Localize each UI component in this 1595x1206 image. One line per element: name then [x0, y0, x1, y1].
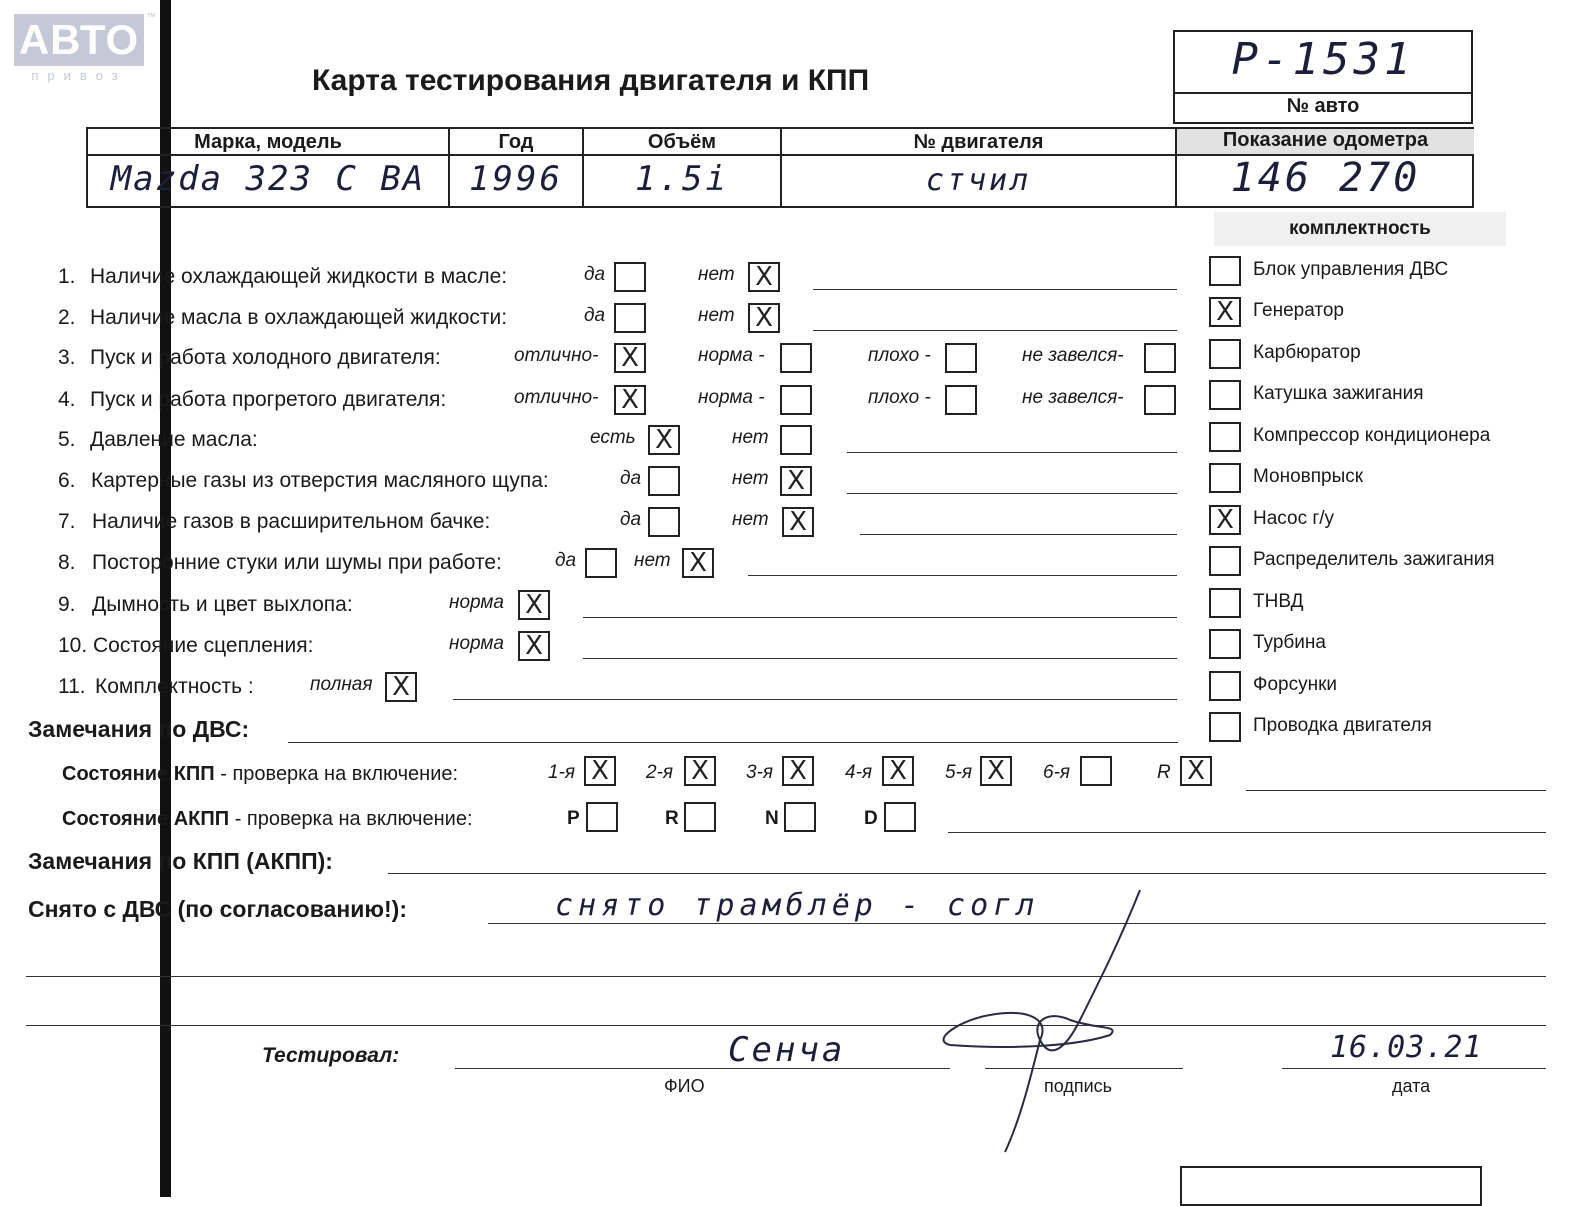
akpp-mode-checkbox[interactable] [684, 802, 716, 832]
option-label: отлично- [514, 387, 599, 408]
logo-sub: привоз [31, 68, 127, 83]
gear-label: 1-я [548, 762, 576, 783]
tester-name: Сенча [728, 1030, 846, 1070]
check-label: Посторонние стуки или шумы при работе: [92, 551, 502, 574]
remark-line [813, 289, 1177, 290]
option-label: плохо - [868, 387, 931, 408]
option-label: да [620, 509, 642, 530]
kpp-remarks-label: Замечания по КПП (АКПП): [28, 848, 333, 874]
date-line [1282, 1068, 1546, 1069]
gear-checkbox[interactable] [980, 756, 1012, 786]
check-number: 7. [58, 510, 76, 533]
option-checkbox[interactable] [518, 590, 550, 620]
option-checkbox[interactable] [748, 262, 780, 292]
check-mark: X [621, 385, 639, 415]
check-label: Картерные газы из отверстия масляного щупа: [91, 469, 549, 492]
gear-checkbox[interactable] [782, 756, 814, 786]
option-checkbox[interactable] [1144, 385, 1176, 415]
kpp-line [1246, 790, 1546, 791]
akpp-label-rest: - проверка на включение: [229, 808, 473, 830]
completeness-title-text: комплектность [1289, 218, 1431, 239]
check-label: Состояние сцепления: [93, 634, 314, 657]
gear-checkbox[interactable] [1180, 756, 1212, 786]
check-number: 9. [58, 593, 76, 616]
completeness-item-label: Насос г/у [1253, 508, 1335, 529]
check-mark: X [789, 507, 807, 537]
option-checkbox[interactable] [614, 262, 646, 292]
completeness-checkbox[interactable] [1209, 380, 1241, 410]
option-label: не завелся- [1022, 387, 1124, 408]
option-checkbox[interactable] [614, 385, 646, 415]
check-mark: X [755, 303, 773, 333]
remark-line [583, 617, 1177, 618]
option-label: норма - [698, 345, 765, 366]
value-engine-no: стчил [925, 163, 1032, 198]
gear-label: 6-я [1043, 762, 1071, 783]
completeness-title [1214, 212, 1506, 246]
blank-line-2 [26, 1025, 1546, 1026]
option-label: да [555, 550, 577, 571]
option-label: да [620, 468, 642, 489]
page-title: Карта тестирования двигателя и КПП [312, 64, 870, 97]
completeness-checkbox[interactable] [1209, 629, 1241, 659]
option-checkbox[interactable] [648, 466, 680, 496]
akpp-mode-label: P [567, 808, 580, 829]
option-checkbox[interactable] [648, 425, 680, 455]
akpp-mode-label: D [864, 808, 878, 829]
option-checkbox[interactable] [945, 343, 977, 373]
option-label: норма [449, 592, 504, 613]
option-checkbox[interactable] [585, 548, 617, 578]
option-checkbox[interactable] [1144, 343, 1176, 373]
remark-line [813, 330, 1177, 331]
check-mark: X [1216, 297, 1234, 327]
option-label: нет [732, 509, 769, 530]
completeness-item-label: ТНВД [1253, 591, 1304, 612]
gear-label: 2-я [646, 762, 674, 783]
kpp-label [62, 763, 458, 786]
check-label: Наличие газов в расширительном бачке: [92, 510, 491, 533]
option-checkbox[interactable] [780, 343, 812, 373]
col-header-engine-no: № двигателя [913, 131, 1044, 153]
signature-caption: подпись [1044, 1076, 1113, 1096]
signature-line [985, 1068, 1183, 1069]
completeness-checkbox[interactable] [1209, 339, 1241, 369]
completeness-checkbox[interactable] [1209, 256, 1241, 286]
akpp-label [62, 808, 473, 831]
completeness-item-label: Турбина [1253, 632, 1326, 653]
option-checkbox[interactable] [518, 631, 550, 661]
option-label: нет [698, 264, 735, 285]
gear-label: 5-я [945, 762, 973, 783]
option-label: не завелся- [1022, 345, 1124, 366]
check-number: 8. [58, 551, 76, 574]
engine-remarks-label: Замечания по ДВС: [28, 716, 250, 742]
col-header-year: Год [498, 131, 534, 153]
check-mark: X [691, 756, 709, 786]
value-odometer: 146 270 [1230, 155, 1421, 201]
logo [14, 12, 156, 84]
option-label: есть [590, 427, 636, 448]
completeness-item-label: Распределитель зажигания [1253, 549, 1495, 570]
engine-remarks-line [288, 742, 1178, 743]
check-mark: X [525, 631, 543, 661]
logo-main: АВТО [14, 14, 144, 66]
logo-tm: ™ [146, 12, 156, 23]
check-mark: X [755, 262, 773, 292]
check-mark: X [789, 756, 807, 786]
completeness-checkbox[interactable] [1209, 505, 1241, 535]
option-label: норма [449, 633, 504, 654]
check-mark: X [1216, 505, 1234, 535]
check-number: 10. [58, 634, 88, 657]
option-checkbox[interactable] [780, 425, 812, 455]
option-label: отлично- [514, 345, 599, 366]
col-header-odometer: Показание одометра [1222, 129, 1429, 151]
akpp-mode-checkbox[interactable] [884, 802, 916, 832]
option-checkbox[interactable] [780, 385, 812, 415]
completeness-item-label: Компрессор кондиционера [1253, 425, 1491, 446]
gear-checkbox[interactable] [584, 756, 616, 786]
col-header-volume: Объём [647, 131, 717, 153]
tester-label: Тестировал: [262, 1044, 400, 1067]
check-mark: X [392, 672, 410, 702]
blank-line-1 [26, 976, 1546, 977]
option-checkbox[interactable] [780, 466, 812, 496]
check-mark: X [787, 466, 805, 496]
option-label: нет [634, 550, 671, 571]
check-label: Дымность и цвет выхлопа: [92, 593, 353, 616]
value-model: Mazda 323 C BA [110, 159, 426, 199]
check-mark: X [889, 756, 907, 786]
gear-checkbox[interactable] [684, 756, 716, 786]
check-label: Наличие масла в охлаждающей жидкости: [90, 306, 508, 329]
check-mark: X [655, 425, 673, 455]
remark-line [847, 493, 1177, 494]
car-number-box [1173, 30, 1473, 124]
check-number: 3. [58, 346, 76, 369]
check-number: 6. [58, 469, 76, 492]
gear-label: R [1157, 762, 1171, 783]
akpp-mode-label: R [665, 808, 679, 829]
completeness-checkbox[interactable] [1209, 671, 1241, 701]
kpp-label-rest: - проверка на включение: [214, 763, 459, 785]
option-label: норма - [698, 387, 765, 408]
option-checkbox[interactable] [385, 672, 417, 702]
remark-line [748, 575, 1177, 576]
gear-label: 4-я [845, 762, 873, 783]
check-number: 1. [58, 265, 76, 288]
akpp-label-bold: Состояние АКПП [62, 808, 230, 830]
tester-name-line [455, 1068, 950, 1069]
check-number: 5. [58, 428, 76, 451]
check-number: 4. [58, 388, 76, 411]
date-caption: дата [1392, 1076, 1431, 1096]
check-label: Пуск и работа холодного двигателя: [90, 346, 441, 369]
tester-date: 16.03.21 [1330, 1030, 1483, 1065]
option-label: полная [310, 674, 373, 695]
remark-line [847, 452, 1177, 453]
option-label: да [584, 264, 606, 285]
akpp-mode-label: N [765, 808, 779, 829]
option-checkbox[interactable] [614, 343, 646, 373]
kpp-label-bold: Состояние КПП [62, 763, 215, 785]
completeness-item-label: Катушка зажигания [1253, 383, 1424, 404]
option-label: нет [698, 305, 735, 326]
col-header-model: Марка, модель [194, 131, 342, 153]
option-checkbox[interactable] [782, 507, 814, 537]
option-checkbox[interactable] [945, 385, 977, 415]
option-label: да [584, 305, 606, 326]
car-number-label: № авто [1286, 95, 1360, 117]
check-label: Наличие охлаждающей жидкости в масле: [90, 265, 508, 288]
completeness-item-label: Блок управления ДВС [1253, 259, 1449, 280]
completeness-checkbox[interactable] [1209, 297, 1241, 327]
akpp-mode-checkbox[interactable] [784, 802, 816, 832]
completeness-checkbox[interactable] [1209, 546, 1241, 576]
header-table [86, 127, 1474, 208]
option-checkbox[interactable] [614, 303, 646, 333]
removed-label: Снято с ДВС (по согласованию!): [28, 896, 407, 922]
gear-label: 3-я [746, 762, 774, 783]
check-mark: X [689, 548, 707, 578]
check-mark: X [1187, 756, 1205, 786]
bottom-box-edge [1180, 1166, 1482, 1206]
completeness-checkbox[interactable] [1209, 712, 1241, 742]
completeness-item-label: Проводка двигателя [1253, 715, 1432, 736]
option-label: нет [732, 468, 769, 489]
check-mark: X [621, 343, 639, 373]
check-label: Давление масла: [90, 428, 258, 451]
option-label: плохо - [868, 345, 931, 366]
completeness-checkbox[interactable] [1209, 588, 1241, 618]
check-mark: X [591, 756, 609, 786]
remark-line [860, 534, 1177, 535]
check-number: 2. [58, 306, 76, 329]
tester-name-caption: ФИО [664, 1076, 705, 1096]
value-volume: 1.5i [635, 159, 729, 199]
removed-value: снято трамблёр - согл [555, 888, 1040, 923]
gear-checkbox[interactable] [1080, 756, 1112, 786]
check-label: Пуск и работа прогретого двигателя: [90, 388, 447, 411]
remark-line [583, 658, 1177, 659]
completeness-item-label: Моновпрыск [1253, 466, 1364, 487]
check-mark: X [525, 590, 543, 620]
option-checkbox[interactable] [748, 303, 780, 333]
remark-line [453, 699, 1177, 700]
akpp-line [948, 832, 1546, 833]
signature [930, 880, 1170, 1160]
kpp-remarks-line [388, 873, 1546, 874]
check-mark: X [987, 756, 1005, 786]
value-year: 1996 [469, 159, 563, 199]
gear-checkbox[interactable] [882, 756, 914, 786]
completeness-item-label: Форсунки [1253, 674, 1337, 695]
check-number: 11. [58, 675, 86, 698]
completeness-item-label: Карбюратор [1253, 342, 1361, 363]
completeness-checkbox[interactable] [1209, 463, 1241, 493]
car-number-value: Р-1531 [1231, 34, 1415, 85]
completeness-item-label: Генератор [1253, 300, 1344, 321]
option-checkbox[interactable] [682, 548, 714, 578]
akpp-mode-checkbox[interactable] [586, 802, 618, 832]
option-label: нет [732, 427, 769, 448]
option-checkbox[interactable] [648, 507, 680, 537]
completeness-checkbox[interactable] [1209, 422, 1241, 452]
check-label: Комплектность : [95, 675, 254, 698]
